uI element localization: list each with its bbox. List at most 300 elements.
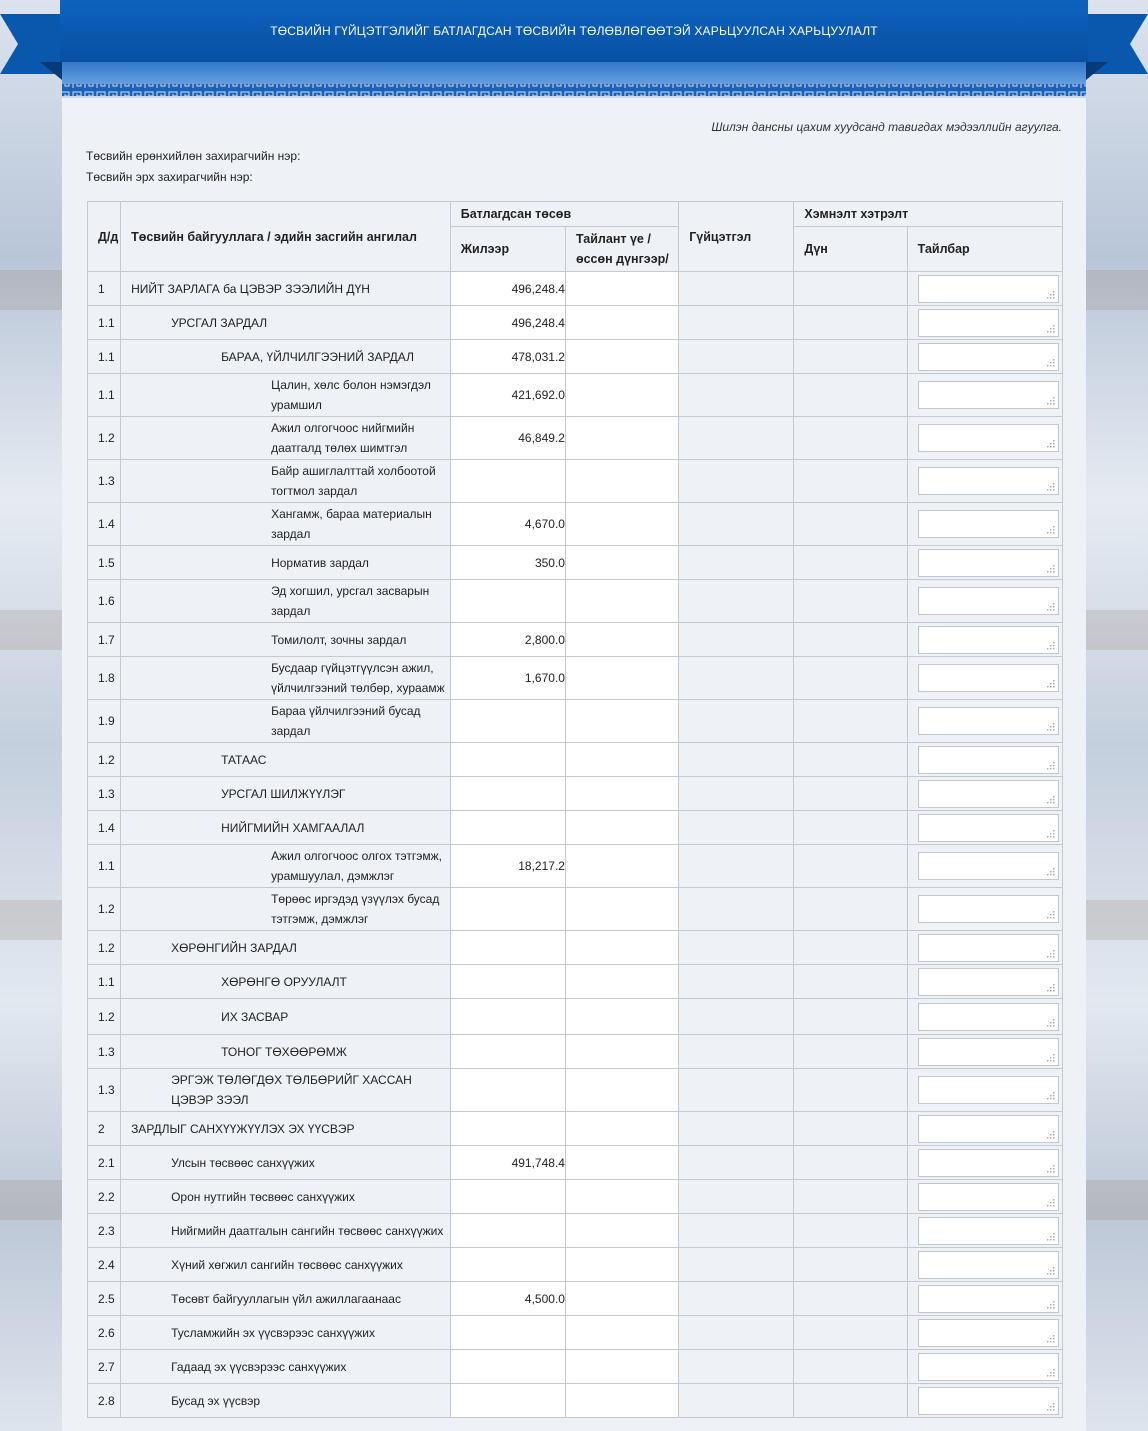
row-amount: [794, 340, 907, 374]
row-no: 1.7: [88, 623, 121, 657]
row-comment-cell: [907, 340, 1062, 374]
content-panel: [62, 98, 1086, 1431]
row-report: [565, 777, 678, 811]
comment-textarea[interactable]: [918, 1387, 1059, 1415]
header-comment: Тайлбар: [907, 227, 1062, 272]
row-report: [565, 657, 678, 700]
header-no: Д/д: [88, 202, 121, 272]
row-annual: 18,217.2: [450, 845, 565, 888]
row-amount: [794, 811, 907, 845]
row-comment-cell: [907, 1035, 1062, 1069]
row-annual: [450, 580, 565, 623]
row-report: [565, 931, 678, 965]
row-report: [565, 965, 678, 999]
row-performance: [679, 623, 794, 657]
row-amount: [794, 1214, 907, 1248]
row-no: 1.1: [88, 306, 121, 340]
row-report: [565, 700, 678, 743]
row-performance: [679, 1282, 794, 1316]
comment-textarea[interactable]: [918, 1115, 1059, 1143]
resize-grip-icon[interactable]: [1046, 1334, 1055, 1343]
row-performance: [679, 1248, 794, 1282]
row-no: 2.6: [88, 1316, 121, 1350]
row-annual: [450, 965, 565, 999]
row-report: [565, 1146, 678, 1180]
table-row: [88, 965, 1063, 999]
row-report: [565, 1035, 678, 1069]
table-row: [88, 1350, 1063, 1384]
row-comment-cell: [907, 1350, 1062, 1384]
row-name: Эд хогшил, урсгал засварын зардал: [121, 580, 451, 623]
row-comment-cell: [907, 503, 1062, 546]
resize-grip-icon[interactable]: [1046, 439, 1055, 448]
resize-grip-icon[interactable]: [1046, 1053, 1055, 1062]
row-performance: [679, 1350, 794, 1384]
comment-textarea[interactable]: [918, 1149, 1059, 1177]
general-manager-label: Төсвийн ерөнхийлөн захирагчийн нэр:: [86, 149, 301, 163]
row-annual: [450, 1248, 565, 1282]
table-row: [88, 340, 1063, 374]
comment-textarea[interactable]: [918, 587, 1059, 615]
row-comment-cell: [907, 931, 1062, 965]
table-row: [88, 580, 1063, 623]
row-comment-cell: [907, 1214, 1062, 1248]
row-comment-cell: [907, 417, 1062, 460]
row-report: [565, 1180, 678, 1214]
row-report: [565, 1384, 678, 1418]
row-performance: [679, 374, 794, 417]
row-comment-cell: [907, 306, 1062, 340]
row-performance: [679, 700, 794, 743]
row-amount: [794, 306, 907, 340]
row-annual: [450, 700, 565, 743]
row-name: Ажил олгогчоос нийгмийн даатгалд төлөх шимтгэл: [121, 417, 451, 460]
comment-textarea[interactable]: [918, 707, 1059, 735]
row-annual: [450, 811, 565, 845]
row-performance: [679, 503, 794, 546]
comment-textarea[interactable]: [918, 1038, 1059, 1066]
row-report: [565, 417, 678, 460]
row-name: НИЙГМИЙН ХАМГААЛАЛ: [121, 811, 451, 845]
row-name: НИЙТ ЗАРЛАГА ба ЦЭВЭР ЗЭЭЛИЙН ДҮН: [121, 272, 451, 306]
row-report: [565, 1282, 678, 1316]
row-name: Хүний хөгжил сангийн төсвөөс санхүүжих: [121, 1248, 451, 1282]
row-amount: [794, 931, 907, 965]
page-title: ТӨСВИЙН ГҮЙЦЭТГЭЛИЙГ БАТЛАГДСАН ТӨСВИЙН ТӨЛӨВЛӨГӨӨТЭЙ ХАРЬЦУУЛСАН ХАРЬЦУУЛАЛТ: [270, 24, 878, 38]
row-no: 1.1: [88, 845, 121, 888]
row-annual: [450, 1035, 565, 1069]
comment-textarea[interactable]: [918, 275, 1059, 303]
row-comment-cell: [907, 1180, 1062, 1214]
row-name: Орон нутгийн төсвөөс санхүүжих: [121, 1180, 451, 1214]
row-amount: [794, 657, 907, 700]
row-report: [565, 1350, 678, 1384]
row-performance: [679, 417, 794, 460]
row-no: 2.7: [88, 1350, 121, 1384]
row-comment-cell: [907, 1282, 1062, 1316]
row-annual: [450, 1316, 565, 1350]
row-performance: [679, 272, 794, 306]
row-amount: [794, 1069, 907, 1112]
row-no: 1.4: [88, 811, 121, 845]
comment-textarea[interactable]: [918, 549, 1059, 577]
resize-grip-icon[interactable]: [1046, 1130, 1055, 1139]
row-report: [565, 1069, 678, 1112]
resize-grip-icon[interactable]: [1046, 722, 1055, 731]
header-difference: Хэмнэлт хэтрэлт: [794, 202, 1063, 227]
row-no: 1.3: [88, 1069, 121, 1112]
row-performance: [679, 306, 794, 340]
row-report: [565, 1112, 678, 1146]
resize-grip-icon[interactable]: [1046, 1266, 1055, 1275]
row-no: 2.1: [88, 1146, 121, 1180]
row-annual: 350.0: [450, 546, 565, 580]
row-no: 1.9: [88, 700, 121, 743]
row-report: [565, 272, 678, 306]
row-annual: [450, 777, 565, 811]
row-annual: [450, 931, 565, 965]
row-name: УРСГАЛ ЗАРДАЛ: [121, 306, 451, 340]
row-comment-cell: [907, 743, 1062, 777]
row-no: 1.3: [88, 1035, 121, 1069]
table-row: [88, 272, 1063, 306]
table-row: [88, 546, 1063, 580]
comment-textarea[interactable]: [918, 424, 1059, 452]
row-performance: [679, 460, 794, 503]
row-amount: [794, 417, 907, 460]
row-annual: 491,748.4: [450, 1146, 565, 1180]
comment-textarea[interactable]: [918, 309, 1059, 337]
resize-grip-icon[interactable]: [1046, 324, 1055, 333]
row-no: 1.6: [88, 580, 121, 623]
comment-textarea[interactable]: [918, 780, 1059, 808]
row-name: Нийгмийн даатгалын сангийн төсвөөс санхүүжих: [121, 1214, 451, 1248]
row-annual: 478,031.2: [450, 340, 565, 374]
row-amount: [794, 1350, 907, 1384]
row-amount: [794, 272, 907, 306]
row-name: ХӨРӨНГӨ ОРУУЛАЛТ: [121, 965, 451, 999]
row-name: Гадаад эх үүсвэрээс санхүүжих: [121, 1350, 451, 1384]
row-no: 1.3: [88, 777, 121, 811]
comment-textarea[interactable]: [918, 852, 1059, 880]
row-report: [565, 580, 678, 623]
info-note: Шилэн дансны цахим хуудсанд тавигдах мэдээллийн агуулга.: [711, 120, 1062, 134]
resize-grip-icon[interactable]: [1046, 1018, 1055, 1027]
resize-grip-icon[interactable]: [1046, 641, 1055, 650]
row-comment-cell: [907, 965, 1062, 999]
row-report: [565, 1248, 678, 1282]
row-performance: [679, 1384, 794, 1418]
row-performance: [679, 546, 794, 580]
row-comment-cell: [907, 888, 1062, 931]
resize-grip-icon[interactable]: [1046, 1232, 1055, 1241]
comment-textarea[interactable]: [918, 1217, 1059, 1245]
header-amount: Дүн: [794, 227, 907, 272]
table-row: [88, 1180, 1063, 1214]
row-comment-cell: [907, 272, 1062, 306]
row-report: [565, 546, 678, 580]
comment-textarea[interactable]: [918, 1353, 1059, 1381]
row-comment-cell: [907, 623, 1062, 657]
row-no: 1.5: [88, 546, 121, 580]
row-comment-cell: [907, 460, 1062, 503]
row-performance: [679, 1214, 794, 1248]
row-comment-cell: [907, 657, 1062, 700]
resize-grip-icon[interactable]: [1046, 482, 1055, 491]
row-name: УРСГАЛ ШИЛЖҮҮЛЭГ: [121, 777, 451, 811]
row-annual: 4,670.0: [450, 503, 565, 546]
row-name: Төрөөс иргэдэд үзүүлэх бусад тэтгэмж, дэмжлэг: [121, 888, 451, 931]
row-comment-cell: [907, 1316, 1062, 1350]
row-amount: [794, 503, 907, 546]
direct-manager-label: Төсвийн эрх захирагчийн нэр:: [86, 170, 253, 184]
row-no: 2.5: [88, 1282, 121, 1316]
row-name: БАРАА, ҮЙЛЧИЛГЭЭНИЙ ЗАРДАЛ: [121, 340, 451, 374]
table-row: [88, 1214, 1063, 1248]
row-amount: [794, 845, 907, 888]
row-amount: [794, 1180, 907, 1214]
table-row: [88, 623, 1063, 657]
row-comment-cell: [907, 546, 1062, 580]
row-name: Улсын төсвөөс санхүүжих: [121, 1146, 451, 1180]
row-name: ИХ ЗАСВАР: [121, 999, 451, 1035]
row-report: [565, 845, 678, 888]
comment-textarea[interactable]: [918, 968, 1059, 996]
row-no: 2.4: [88, 1248, 121, 1282]
row-annual: [450, 743, 565, 777]
row-name: ХӨРӨНГИЙН ЗАРДАЛ: [121, 931, 451, 965]
row-comment-cell: [907, 999, 1062, 1035]
row-annual: 46,849.2: [450, 417, 565, 460]
table-row: [88, 657, 1063, 700]
row-comment-cell: [907, 700, 1062, 743]
row-annual: 2,800.0: [450, 623, 565, 657]
row-annual: [450, 1112, 565, 1146]
row-comment-cell: [907, 1112, 1062, 1146]
table-row: [88, 700, 1063, 743]
row-performance: [679, 845, 794, 888]
comment-textarea[interactable]: [918, 381, 1059, 409]
row-annual: [450, 1180, 565, 1214]
row-comment-cell: [907, 1146, 1062, 1180]
row-amount: [794, 743, 907, 777]
resize-grip-icon[interactable]: [1046, 1368, 1055, 1377]
row-no: 1.4: [88, 503, 121, 546]
comment-textarea[interactable]: [918, 746, 1059, 774]
row-name: Цалин, хөлс болон нэмэгдэл урамшил: [121, 374, 451, 417]
resize-grip-icon[interactable]: [1046, 396, 1055, 405]
row-annual: [450, 1350, 565, 1384]
row-amount: [794, 1316, 907, 1350]
row-amount: [794, 546, 907, 580]
row-performance: [679, 931, 794, 965]
table-row: [88, 743, 1063, 777]
row-name: Бусад эх үүсвэр: [121, 1384, 451, 1418]
table-row: [88, 1316, 1063, 1350]
row-no: 1: [88, 272, 121, 306]
row-comment-cell: [907, 845, 1062, 888]
resize-grip-icon[interactable]: [1046, 949, 1055, 958]
row-performance: [679, 888, 794, 931]
resize-grip-icon[interactable]: [1046, 1164, 1055, 1173]
row-comment-cell: [907, 374, 1062, 417]
table-row: [88, 777, 1063, 811]
row-name: ЗАРДЛЫГ САНХҮҮЖҮҮЛЭХ ЭХ ҮҮСВЭР: [121, 1112, 451, 1146]
header-approved: Батлагдсан төсөв: [450, 202, 678, 227]
table-row: [88, 1035, 1063, 1069]
comment-textarea[interactable]: [918, 1076, 1059, 1104]
row-no: 2.2: [88, 1180, 121, 1214]
row-no: 1.1: [88, 340, 121, 374]
row-no: 1.2: [88, 888, 121, 931]
row-no: 1.8: [88, 657, 121, 700]
row-name: ТАТААС: [121, 743, 451, 777]
table-row: [88, 1146, 1063, 1180]
row-no: 1.2: [88, 931, 121, 965]
row-comment-cell: [907, 1069, 1062, 1112]
row-no: 1.2: [88, 417, 121, 460]
row-name: Бараа үйлчилгээний бусад зардал: [121, 700, 451, 743]
row-no: 1.3: [88, 460, 121, 503]
row-no: 1.1: [88, 374, 121, 417]
row-comment-cell: [907, 777, 1062, 811]
row-report: [565, 1214, 678, 1248]
row-report: [565, 623, 678, 657]
row-name: Норматив зардал: [121, 546, 451, 580]
row-no: 1.2: [88, 999, 121, 1035]
row-performance: [679, 1146, 794, 1180]
row-comment-cell: [907, 580, 1062, 623]
row-annual: 496,248.4: [450, 306, 565, 340]
row-report: [565, 999, 678, 1035]
row-performance: [679, 657, 794, 700]
row-report: [565, 340, 678, 374]
table-row: [88, 306, 1063, 340]
row-name: Бусдаар гүйцэтгүүлсэн ажил, үйлчилгээний төлбөр, хураамж: [121, 657, 451, 700]
table-row: [88, 417, 1063, 460]
resize-grip-icon[interactable]: [1046, 602, 1055, 611]
comment-textarea[interactable]: [918, 343, 1059, 371]
row-no: 2.8: [88, 1384, 121, 1418]
row-comment-cell: [907, 1384, 1062, 1418]
comment-textarea[interactable]: [918, 1003, 1059, 1031]
row-amount: [794, 1146, 907, 1180]
row-amount: [794, 700, 907, 743]
comment-textarea[interactable]: [918, 1319, 1059, 1347]
resize-grip-icon[interactable]: [1046, 1300, 1055, 1309]
row-annual: [450, 888, 565, 931]
row-amount: [794, 1248, 907, 1282]
comment-textarea[interactable]: [918, 664, 1059, 692]
row-report: [565, 811, 678, 845]
resize-grip-icon[interactable]: [1046, 525, 1055, 534]
header-report: Тайлант үе /өссөн дүнгээр/: [565, 227, 678, 272]
row-comment-cell: [907, 1248, 1062, 1282]
row-report: [565, 888, 678, 931]
row-annual: [450, 460, 565, 503]
header-name: Төсвийн байгууллага / эдийн засгийн ангилал: [121, 202, 451, 272]
row-annual: [450, 999, 565, 1035]
row-amount: [794, 1112, 907, 1146]
table-row: [88, 1112, 1063, 1146]
row-name: ЭРГЭЖ ТӨЛӨГДӨХ ТӨЛБӨРИЙГ ХАССАН ЦЭВЭР ЗЭЭЛ: [121, 1069, 451, 1112]
comment-textarea[interactable]: [918, 467, 1059, 495]
row-report: [565, 460, 678, 503]
row-no: 2.3: [88, 1214, 121, 1248]
resize-grip-icon[interactable]: [1046, 1198, 1055, 1207]
row-report: [565, 1316, 678, 1350]
row-performance: [679, 743, 794, 777]
comment-textarea[interactable]: [918, 1251, 1059, 1279]
resize-grip-icon[interactable]: [1046, 761, 1055, 770]
row-annual: [450, 1384, 565, 1418]
row-annual: 4,500.0: [450, 1282, 565, 1316]
resize-grip-icon[interactable]: [1046, 290, 1055, 299]
row-amount: [794, 460, 907, 503]
row-no: 2: [88, 1112, 121, 1146]
table-row: [88, 374, 1063, 417]
row-report: [565, 306, 678, 340]
row-performance: [679, 1316, 794, 1350]
row-performance: [679, 1069, 794, 1112]
resize-grip-icon[interactable]: [1046, 983, 1055, 992]
row-name: Тусламжийн эх үүсвэрээс санхүүжих: [121, 1316, 451, 1350]
header-performance: Гүйцэтгэл: [679, 202, 794, 272]
row-amount: [794, 374, 907, 417]
row-annual: [450, 1069, 565, 1112]
resize-grip-icon[interactable]: [1046, 679, 1055, 688]
row-performance: [679, 1180, 794, 1214]
comment-textarea[interactable]: [918, 510, 1059, 538]
row-name: Хангамж, бараа материалын зардал: [121, 503, 451, 546]
resize-grip-icon[interactable]: [1046, 358, 1055, 367]
row-comment-cell: [907, 811, 1062, 845]
resize-grip-icon[interactable]: [1046, 867, 1055, 876]
resize-grip-icon[interactable]: [1046, 1091, 1055, 1100]
comment-textarea[interactable]: [918, 814, 1059, 842]
row-annual: [450, 1214, 565, 1248]
row-report: [565, 743, 678, 777]
table-row: [88, 1248, 1063, 1282]
table-row: [88, 999, 1063, 1035]
row-no: 1.1: [88, 965, 121, 999]
row-annual: 421,692.0: [450, 374, 565, 417]
resize-grip-icon[interactable]: [1046, 564, 1055, 573]
comment-textarea[interactable]: [918, 1183, 1059, 1211]
row-performance: [679, 340, 794, 374]
row-amount: [794, 888, 907, 931]
table-row: [88, 845, 1063, 888]
table-row: [88, 931, 1063, 965]
comment-textarea[interactable]: [918, 934, 1059, 962]
row-performance: [679, 777, 794, 811]
comment-textarea[interactable]: [918, 1285, 1059, 1313]
row-performance: [679, 999, 794, 1035]
resize-grip-icon[interactable]: [1046, 795, 1055, 804]
resize-grip-icon[interactable]: [1046, 910, 1055, 919]
table-row: [88, 503, 1063, 546]
row-amount: [794, 1282, 907, 1316]
header-annual: Жилээр: [450, 227, 565, 272]
table-row: [88, 888, 1063, 931]
row-performance: [679, 580, 794, 623]
table-row: [88, 1282, 1063, 1316]
resize-grip-icon[interactable]: [1046, 829, 1055, 838]
comment-textarea[interactable]: [918, 626, 1059, 654]
comment-textarea[interactable]: [918, 895, 1059, 923]
resize-grip-icon[interactable]: [1046, 1402, 1055, 1411]
row-amount: [794, 1035, 907, 1069]
